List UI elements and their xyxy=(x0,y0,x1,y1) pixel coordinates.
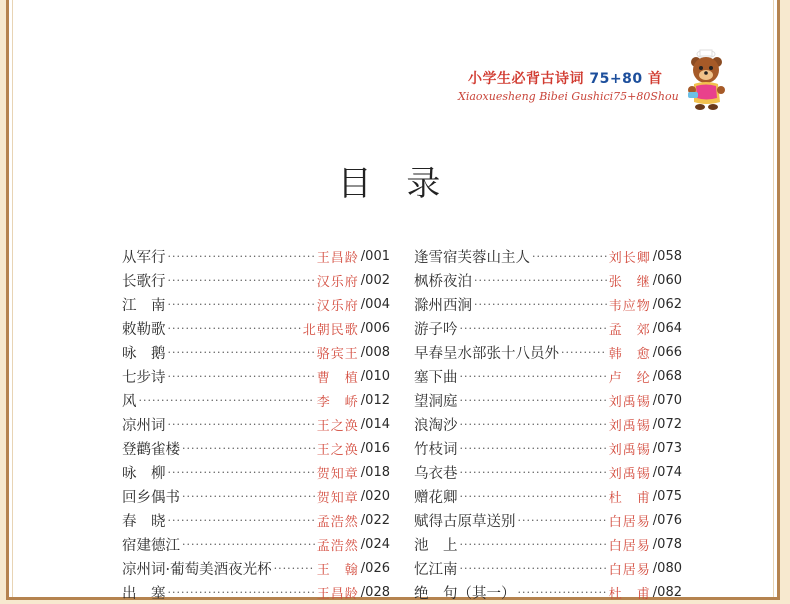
toc-entry-page: /006 xyxy=(360,320,390,336)
toc-entry-title: 望洞庭 xyxy=(414,393,458,410)
toc-entry-page: /008 xyxy=(360,344,390,360)
toc-entry-title: 塞下曲 xyxy=(414,369,458,386)
toc-entry[interactable] xyxy=(122,244,390,268)
series-suffix: 首 xyxy=(647,71,663,87)
toc-entry-author: 孟浩然 xyxy=(316,514,359,530)
toc-entry-author: 贺知章 xyxy=(316,466,359,482)
toc-leader-dots xyxy=(182,490,315,503)
toc-entry-author: 李 峤 xyxy=(316,394,359,410)
toc-entry-title: 春 晓 xyxy=(122,513,166,530)
toc-entry[interactable] xyxy=(122,316,390,340)
toc-leader-dots xyxy=(460,394,607,407)
toc-entry-title: 早春呈水部张十八员外 xyxy=(414,345,559,362)
toc-entry[interactable] xyxy=(122,364,390,388)
toc-entry-author: 孟 郊 xyxy=(608,322,651,338)
toc-entry-title: 枫桥夜泊 xyxy=(414,273,472,290)
toc-entry-page: /018 xyxy=(360,464,390,480)
toc-leader-dots xyxy=(182,538,315,551)
toc-entry-page: /074 xyxy=(652,464,682,480)
toc-entry-title: 宿建德江 xyxy=(122,537,180,554)
toc-entry-title: 赠花卿 xyxy=(414,489,458,506)
toc-leader-dots xyxy=(532,250,607,263)
series-number: 75+80 xyxy=(589,71,643,87)
toc-entry-title: 出 塞 xyxy=(122,585,166,602)
toc-entry[interactable] xyxy=(122,412,390,436)
toc-entry-title: 从军行 xyxy=(122,249,166,266)
toc-left-column xyxy=(122,244,390,604)
toc-entry-page: /028 xyxy=(360,584,390,600)
toc-entry-page: /010 xyxy=(360,368,390,384)
toc-entry-page: /014 xyxy=(360,416,390,432)
toc-entry-author: 曹 植 xyxy=(316,370,359,386)
toc-entry-title: 池 上 xyxy=(414,537,458,554)
toc-entry-author: 刘禹锡 xyxy=(608,466,651,482)
toc-entry-author: 刘禹锡 xyxy=(608,394,651,410)
toc-entry-title: 浪淘沙 xyxy=(414,417,458,434)
toc-entry-page: /066 xyxy=(652,344,682,360)
toc-entry[interactable] xyxy=(414,532,682,556)
toc-entry-page: /064 xyxy=(652,320,682,336)
toc-entry-author: 白居易 xyxy=(608,562,651,578)
toc-entry-page: /024 xyxy=(360,536,390,552)
toc-entry-author: 刘禹锡 xyxy=(608,442,651,458)
toc-leader-dots xyxy=(518,586,607,599)
toc-leader-dots xyxy=(460,322,607,335)
toc-entry[interactable] xyxy=(414,388,682,412)
toc-entry-author: 白居易 xyxy=(608,538,651,554)
toc-entry[interactable] xyxy=(122,436,390,460)
toc-entry-author: 韩 愈 xyxy=(608,346,651,362)
toc-leader-dots xyxy=(168,346,315,359)
toc-entry[interactable] xyxy=(414,364,682,388)
toc-entry[interactable] xyxy=(122,508,390,532)
toc-leader-dots xyxy=(518,514,607,527)
toc-entry-page: /002 xyxy=(360,272,390,288)
toc-entry-author: 贺知章 xyxy=(316,490,359,506)
toc-entry[interactable] xyxy=(122,532,390,556)
toc-entry-page: /001 xyxy=(360,248,390,264)
toc-entry-title: 风 xyxy=(122,393,137,410)
toc-entry[interactable] xyxy=(122,460,390,484)
toc-leader-dots xyxy=(168,298,315,311)
page-header xyxy=(0,0,790,120)
toc-entry-page: /075 xyxy=(652,488,682,504)
toc-entry-page: /082 xyxy=(652,584,682,600)
toc-leader-dots xyxy=(182,442,315,455)
toc-entry-author: 杜 甫 xyxy=(608,586,651,602)
toc-entry-page: /070 xyxy=(652,392,682,408)
toc-leader-dots xyxy=(460,490,607,503)
toc-entry-title: 咏 鹅 xyxy=(122,345,166,362)
toc-leader-dots xyxy=(460,538,607,551)
toc-leader-dots xyxy=(474,298,607,311)
series-pinyin: Xiaoxuesheng Bibei Gushici75+80Shou xyxy=(458,90,679,103)
toc-entry-author: 王昌龄 xyxy=(316,250,359,266)
toc-entry[interactable] xyxy=(414,580,682,604)
toc-entry-page: /060 xyxy=(652,272,682,288)
toc-entry-author: 王之涣 xyxy=(316,442,359,458)
toc-entry-author: 张 继 xyxy=(608,274,651,290)
toc-entry[interactable] xyxy=(414,292,682,316)
bear-mascot-icon xyxy=(686,46,728,112)
toc-leader-dots xyxy=(460,442,607,455)
toc-entry-page: /004 xyxy=(360,296,390,312)
toc-entry-page: /076 xyxy=(652,512,682,528)
toc-entry-page: /080 xyxy=(652,560,682,576)
toc-entry-author: 孟浩然 xyxy=(316,538,359,554)
toc-leader-dots xyxy=(474,274,607,287)
toc-entry-author: 杜 甫 xyxy=(608,490,651,506)
toc-leader-dots xyxy=(168,250,315,263)
toc-entry[interactable] xyxy=(414,268,682,292)
toc-entry[interactable] xyxy=(414,508,682,532)
page-title: 目 录 xyxy=(337,164,453,204)
toc-entry[interactable] xyxy=(414,412,682,436)
toc-entry-title: 滁州西涧 xyxy=(414,297,472,314)
toc-entry-author: 王 翰 xyxy=(316,562,359,578)
toc-entry-title: 游子吟 xyxy=(414,321,458,338)
toc-leader-dots xyxy=(168,514,315,527)
toc-entry[interactable] xyxy=(122,556,390,580)
toc-entry[interactable] xyxy=(414,244,682,268)
toc-entry-page: /073 xyxy=(652,440,682,456)
toc-entry-page: /016 xyxy=(360,440,390,456)
toc-entry[interactable] xyxy=(122,388,390,412)
series-title xyxy=(468,68,662,88)
toc-entry[interactable] xyxy=(414,556,682,580)
toc-entry-title: 绝 句（其一） xyxy=(414,585,516,602)
toc-entry-title: 江 南 xyxy=(122,297,166,314)
toc-entry-author: 汉乐府 xyxy=(316,274,359,290)
toc-entry-page: /078 xyxy=(652,536,682,552)
toc-entry-author: 北朝民歌 xyxy=(302,322,359,338)
toc-entry[interactable] xyxy=(414,316,682,340)
toc-entry-author: 卢 纶 xyxy=(608,370,651,386)
toc-entry-title: 忆江南 xyxy=(414,561,458,578)
toc-entry-page: /058 xyxy=(652,248,682,264)
toc-entry-author: 白居易 xyxy=(608,514,651,530)
toc-entry[interactable] xyxy=(122,340,390,364)
toc-entry[interactable] xyxy=(414,436,682,460)
toc-leader-dots xyxy=(139,394,315,407)
toc-entry-author: 骆宾王 xyxy=(316,346,359,362)
toc-leader-dots xyxy=(460,562,607,575)
toc-entry-page: /062 xyxy=(652,296,682,312)
toc-leader-dots xyxy=(168,418,315,431)
toc-entry-title: 咏 柳 xyxy=(122,465,166,482)
toc-entry-title: 七步诗 xyxy=(122,369,166,386)
toc-entry-author: 韦应物 xyxy=(608,298,651,314)
toc-entry[interactable] xyxy=(414,340,682,364)
toc-entry-page: /072 xyxy=(652,416,682,432)
toc-entry-title: 敕勒歌 xyxy=(122,321,166,338)
toc-entry-title: 登鹳雀楼 xyxy=(122,441,180,458)
toc-entry-title: 凉州词 xyxy=(122,417,166,434)
toc-leader-dots xyxy=(274,562,315,575)
toc-leader-dots xyxy=(460,418,607,431)
toc-leader-dots xyxy=(561,346,607,359)
toc-entry-author: 刘长卿 xyxy=(608,250,651,266)
toc-leader-dots xyxy=(168,370,315,383)
toc-entry[interactable] xyxy=(122,292,390,316)
toc-entry-page: /012 xyxy=(360,392,390,408)
toc-entry-author: 王昌龄 xyxy=(316,586,359,602)
toc-entry[interactable] xyxy=(122,580,390,604)
toc-entry-title: 竹枝词 xyxy=(414,441,458,458)
toc-leader-dots xyxy=(168,274,315,287)
series-title-text: 小学生必背古诗词 xyxy=(468,71,584,87)
toc-entry[interactable] xyxy=(122,484,390,508)
toc-entry-title: 逢雪宿芙蓉山主人 xyxy=(414,249,530,266)
toc-entry[interactable] xyxy=(414,460,682,484)
toc-entry-page: /020 xyxy=(360,488,390,504)
toc-entry-title: 长歌行 xyxy=(122,273,166,290)
toc-entry-author: 王之涣 xyxy=(316,418,359,434)
toc-entry-page: /068 xyxy=(652,368,682,384)
toc-leader-dots xyxy=(168,322,301,335)
toc-leader-dots xyxy=(460,466,607,479)
toc-entry-title: 赋得古原草送别 xyxy=(414,513,516,530)
toc-leader-dots xyxy=(168,466,315,479)
toc-entry[interactable] xyxy=(414,484,682,508)
toc-entry-title: 回乡偶书 xyxy=(122,489,180,506)
toc-leader-dots xyxy=(168,586,315,599)
toc-leader-dots xyxy=(460,370,607,383)
toc-entry-page: /026 xyxy=(360,560,390,576)
toc-entry-author: 汉乐府 xyxy=(316,298,359,314)
toc-right-column xyxy=(414,244,682,604)
toc-entry-title: 凉州词·葡萄美酒夜光杯 xyxy=(122,561,272,578)
toc-entry-page: /022 xyxy=(360,512,390,528)
toc-entry-author: 刘禹锡 xyxy=(608,418,651,434)
toc-entry[interactable] xyxy=(122,268,390,292)
toc-entry-title: 乌衣巷 xyxy=(414,465,458,482)
